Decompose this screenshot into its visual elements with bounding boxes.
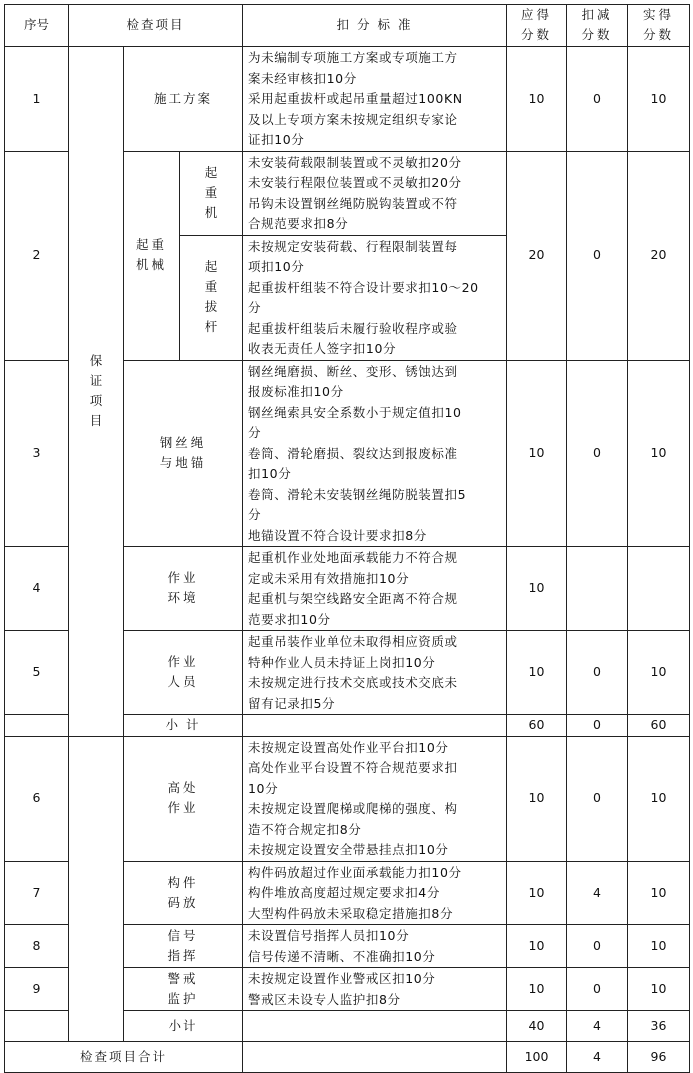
- seq-cell: 6: [5, 736, 69, 861]
- deduct-score-cell: 4: [567, 861, 628, 925]
- seq-cell: 2: [5, 151, 69, 360]
- standard-cell: 未按规定设置作业警戒区扣10分 警戒区未设专人监护扣8分: [243, 968, 507, 1011]
- seq-cell: 3: [5, 360, 69, 547]
- deduct-score-cell: 0: [567, 736, 628, 861]
- table-row: [5, 736, 690, 861]
- standard-cell: 未按规定安装荷载、行程限制装置每 项扣10分 起重拔杆组装不符合设计要求扣10～20 分 起重拔杆组装后未履行验收程序或验 收表无责任人签字扣10分: [243, 235, 507, 360]
- header-standard: 扣 分 标 准: [243, 5, 507, 47]
- header-due: 应得分数: [507, 5, 567, 47]
- actual-score-cell: 96: [628, 1042, 690, 1073]
- standard-cell: 未按规定设置高处作业平台扣10分 高处作业平台设置不符合规范要求扣 10分 未按规定设置爬梯或爬梯的强度、构 造不符合规定扣8分 未按规定设置安全带悬挂点扣10分: [243, 736, 507, 861]
- deduct-score-cell: 0: [567, 47, 628, 152]
- item-cell: 作业人员: [124, 631, 243, 715]
- seq-cell: [5, 1011, 69, 1042]
- due-score-cell: 20: [507, 151, 567, 360]
- due-score-cell: 10: [507, 47, 567, 152]
- standard-cell: [243, 715, 507, 737]
- total-label: 检查项目合计: [5, 1042, 243, 1073]
- standard-cell: [243, 1011, 507, 1042]
- due-score-cell: 40: [507, 1011, 567, 1042]
- item-cell: 构件码放: [124, 861, 243, 925]
- due-score-cell: 10: [507, 360, 567, 547]
- standard-cell: 起重吊装作业单位未取得相应资质或 特种作业人员未持证上岗扣10分 未按规定进行技术交底或技术交底未 留有记录扣5分: [243, 631, 507, 715]
- due-score-cell: 10: [507, 631, 567, 715]
- due-score-cell: 10: [507, 925, 567, 968]
- crane-subitem-cell: 起重机: [180, 151, 243, 235]
- due-score-cell: 10: [507, 547, 567, 631]
- due-score-cell: 10: [507, 861, 567, 925]
- actual-score-cell: 36: [628, 1011, 690, 1042]
- subtotal-label: 小计: [124, 1011, 243, 1042]
- due-score-cell: 10: [507, 736, 567, 861]
- header-row: [5, 5, 690, 47]
- standard-cell: [243, 1042, 507, 1073]
- item-cell: 高处作业: [124, 736, 243, 861]
- deduct-score-cell: 0: [567, 360, 628, 547]
- table-row: [5, 47, 690, 152]
- deduct-score-cell: 4: [567, 1042, 628, 1073]
- seq-cell: 9: [5, 968, 69, 1011]
- actual-score-cell: [628, 547, 690, 631]
- seq-cell: 7: [5, 861, 69, 925]
- standard-cell: 为未编制专项施工方案或专项施工方 案未经审核扣10分 采用起重拔杆或起吊重量超过100KN 及以上专项方案未按规定组织专家论 证扣10分: [243, 47, 507, 152]
- due-score-cell: 60: [507, 715, 567, 737]
- header-item: 检查项目: [69, 5, 243, 47]
- item-cell: 警戒监护: [124, 968, 243, 1011]
- header-seq: 序号: [5, 5, 69, 47]
- seq-cell: 5: [5, 631, 69, 715]
- deduct-score-cell: 0: [567, 925, 628, 968]
- actual-score-cell: 10: [628, 360, 690, 547]
- item-cell: 信号指挥: [124, 925, 243, 968]
- standard-cell: 起重机作业处地面承载能力不符合规 定或未采用有效措施扣10分 起重机与架空线路安全距离不符合规 范要求扣10分: [243, 547, 507, 631]
- crane-machine-group-cell: 起重机械: [124, 151, 180, 360]
- actual-score-cell: 10: [628, 631, 690, 715]
- actual-score-cell: 10: [628, 968, 690, 1011]
- standard-cell: 钢丝绳磨损、断丝、变形、锈蚀达到 报废标准扣10分 钢丝绳索具安全系数小于规定值扣10 分 卷筒、滑轮磨损、裂纹达到报废标准 扣10分 卷筒、滑轮未安装钢丝绳防脱装置扣5 分 地锚设置不符合设计要求扣8分: [243, 360, 507, 547]
- guarantee-group-cell: 保证项目: [69, 47, 124, 737]
- header-deduct: 扣减分数: [567, 5, 628, 47]
- standard-cell: 未安装荷载限制装置或不灵敏扣20分 未安装行程限位装置或不灵敏扣20分 吊钩未设置钢丝绳防脱钩装置或不符 合规范要求扣8分: [243, 151, 507, 235]
- actual-score-cell: 10: [628, 47, 690, 152]
- inspection-score-table: [4, 4, 690, 1073]
- actual-score-cell: 10: [628, 736, 690, 861]
- subtotal-label: 小 计: [124, 715, 243, 737]
- due-score-cell: 10: [507, 968, 567, 1011]
- due-score-cell: 100: [507, 1042, 567, 1073]
- deduct-score-cell: 0: [567, 151, 628, 360]
- actual-score-cell: 10: [628, 925, 690, 968]
- actual-score-cell: 60: [628, 715, 690, 737]
- deduct-score-cell: 0: [567, 715, 628, 737]
- seq-cell: 4: [5, 547, 69, 631]
- derrick-subitem-cell: 起重拔杆: [180, 235, 243, 360]
- seq-cell: 8: [5, 925, 69, 968]
- header-actual: 实得分数: [628, 5, 690, 47]
- general-group-cell: [69, 736, 124, 1042]
- deduct-score-cell: [567, 547, 628, 631]
- item-cell: 钢丝绳与地锚: [124, 360, 243, 547]
- actual-score-cell: 20: [628, 151, 690, 360]
- seq-cell: [5, 715, 69, 737]
- deduct-score-cell: 4: [567, 1011, 628, 1042]
- item-cell: 施工方案: [124, 47, 243, 152]
- total-row: [5, 1042, 690, 1073]
- standard-cell: 未设置信号指挥人员扣10分 信号传递不清晰、不准确扣10分: [243, 925, 507, 968]
- deduct-score-cell: 0: [567, 968, 628, 1011]
- standard-cell: 构件码放超过作业面承载能力扣10分 构件堆放高度超过规定要求扣4分 大型构件码放未采取稳定措施扣8分: [243, 861, 507, 925]
- actual-score-cell: 10: [628, 861, 690, 925]
- deduct-score-cell: 0: [567, 631, 628, 715]
- item-cell: 作业环境: [124, 547, 243, 631]
- seq-cell: 1: [5, 47, 69, 152]
